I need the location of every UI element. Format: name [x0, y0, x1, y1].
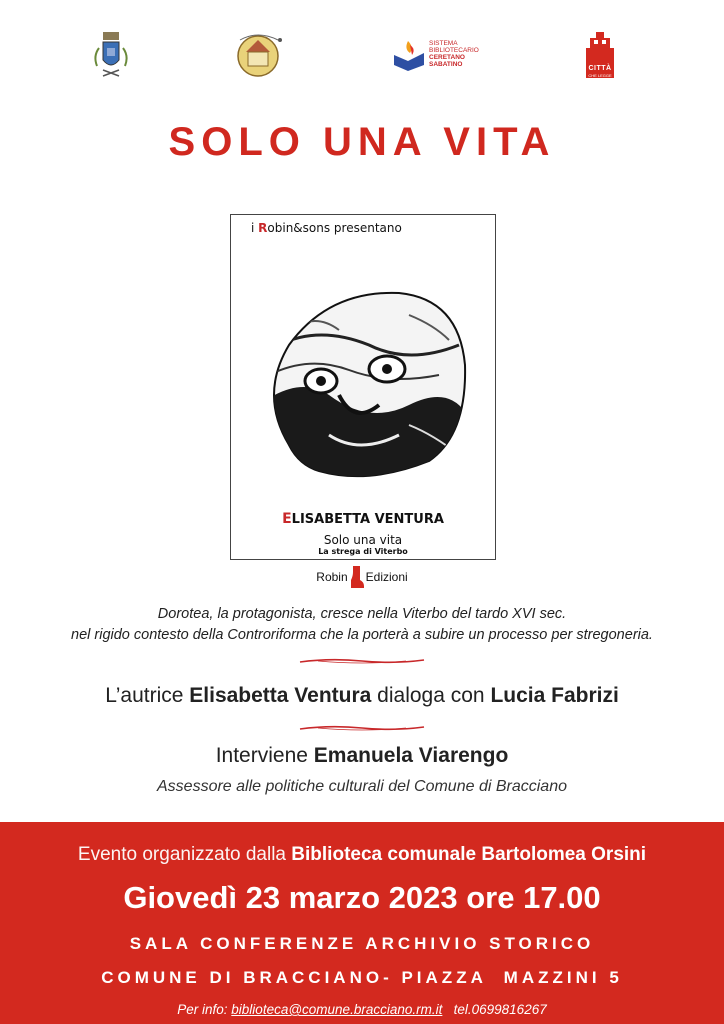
book-flame-icon [392, 37, 426, 71]
library-logo-line3: CERETANO [429, 54, 465, 61]
speaker-line [0, 744, 724, 768]
red-boot-icon [350, 566, 364, 588]
cover-presents-line [251, 221, 402, 235]
citta-logo-word: CITTÀ [588, 65, 612, 72]
venue-line-1: SALA CONFERENZE ARCHIVIO STORICO [129, 934, 595, 953]
page-title: SOLO UNA VITA [168, 120, 556, 164]
speaker-role: Assessore alle politiche culturali del Comune di Bracciano [157, 778, 567, 795]
dialogue-line [0, 684, 724, 708]
organizer-line [0, 844, 724, 866]
guest-name: Lucia Fabrizi [490, 684, 619, 707]
cover-presents-r: R [258, 221, 268, 235]
phone-number: tel.0699816267 [453, 1002, 547, 1017]
library-logo-line4: SABATINO [429, 61, 463, 68]
event-date: Giovedì 23 marzo 2023 ore 17.00 [123, 880, 601, 915]
speaker-name: Emanuela Viarengo [313, 744, 509, 767]
cover-presents-rest: obin&sons presentano [267, 221, 402, 235]
organizer-name: Biblioteca comunale Bartolomea Orsini [291, 844, 647, 865]
dialogue-prefix: L’autrice [105, 684, 190, 707]
dialogue-middle: dialoga con [371, 684, 491, 707]
comune-crest-logo [86, 26, 136, 82]
cover-book-subtitle: La strega di Viterbo [318, 547, 408, 556]
organizer-prefix: Evento organizzato dalla [77, 844, 292, 865]
cover-author [231, 511, 495, 527]
library-logo-line2: BIBLIOTECARIO [429, 47, 479, 54]
synopsis-line-2: nel rigido contesto della Controriforma che la porterà a subire un processo per stregoneria. [71, 627, 653, 643]
publisher-name-right: Edizioni [365, 570, 408, 584]
divider-flourish-2 [298, 723, 426, 733]
event-info-band [0, 822, 724, 1024]
info-spacer [442, 1002, 453, 1017]
publisher-logo [0, 566, 724, 588]
cover-author-initial: E [282, 511, 292, 527]
email-link[interactable]: biblioteca@comune.bracciano.rm.it [231, 1002, 443, 1017]
book-cover [230, 214, 496, 560]
cover-presents-prefix: i [251, 221, 259, 235]
cover-illustration [259, 285, 467, 479]
venue-line-2: COMUNE DI BRACCIANO- PIAZZA MAZZINI 5 [101, 968, 623, 987]
citta-che-legge-logo [574, 26, 626, 82]
publisher-name-left: Robin [316, 570, 348, 584]
citta-logo-sub: CHE LEGGE [588, 73, 612, 78]
library-system-logo [392, 26, 504, 82]
town-seal-logo [228, 26, 288, 82]
seal-icon [228, 26, 288, 82]
crest-icon [89, 26, 133, 82]
divider-flourish-1 [298, 656, 426, 666]
info-prefix: Per info: [177, 1002, 232, 1017]
cover-author-rest: LISABETTA VENTURA [291, 512, 444, 527]
synopsis-line-1: Dorotea, la protagonista, cresce nella Viterbo del tardo XVI sec. [157, 606, 567, 622]
author-name: Elisabetta Ventura [189, 684, 372, 707]
library-logo-line1: SISTEMA [429, 40, 458, 47]
cover-book-title: Solo una vita [323, 533, 403, 547]
speaker-prefix: Interviene [215, 744, 314, 767]
citta-logo-box [580, 30, 620, 78]
library-logo-text [429, 40, 479, 68]
contact-info [0, 1002, 724, 1017]
